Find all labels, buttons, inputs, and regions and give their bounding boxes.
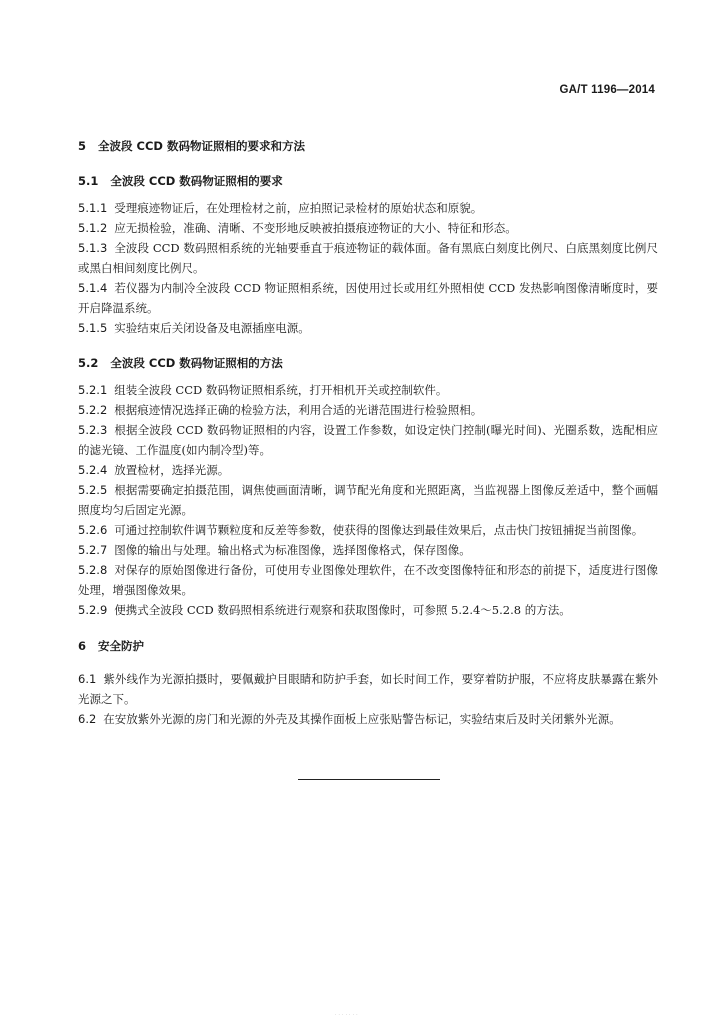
clause-number: 5.1.2: [78, 221, 108, 235]
clause-text: 应无损检验，准确、清晰、不变形地反映被拍摄痕迹物证的大小、特征和形态。: [114, 221, 517, 235]
scan-footer-mark: · · · · · · ·: [335, 1012, 359, 1017]
clause-number: 5.1.3: [78, 241, 108, 255]
clause-number: 5.2.4: [78, 463, 108, 477]
clause-5-1-1: [78, 198, 658, 218]
subsection-title: 全波段 CCD 数码物证照相的要求: [110, 174, 283, 188]
clause-list-6: [78, 669, 658, 729]
clause-5-2-7: [78, 540, 658, 560]
clause-number: 5.2.7: [78, 543, 108, 557]
clause-number: 5.2.9: [78, 603, 108, 617]
clause-text: 根据需要确定拍摄范围，调焦使画面清晰，调节配光角度和光照距离，当监视器上图像反差适中，整个画幅照度均匀后固定光源。: [78, 483, 658, 517]
clause-5-2-4: [78, 460, 658, 480]
section-number: 6: [78, 639, 87, 653]
clause-5-2-9: [78, 600, 658, 620]
section-5-heading: [78, 136, 658, 156]
clause-6-1: [78, 669, 658, 709]
clause-text: 受理痕迹物证后，在处理检材之前，应拍照记录检材的原始状态和原貌。: [114, 201, 483, 215]
clause-5-2-2: [78, 400, 658, 420]
section-title: 全波段 CCD 数码物证照相的要求和方法: [98, 139, 305, 153]
clause-number: 5.2.3: [78, 423, 108, 437]
clause-text: 紫外线作为光源拍摄时，要佩戴护目眼睛和防护手套，如长时间工作，要穿着防护服，不应将皮肤暴露在紫外光源之下。: [78, 672, 658, 706]
clause-number: 5.1.5: [78, 321, 108, 335]
subsection-5-2-heading: [78, 353, 658, 373]
clause-5-2-5: [78, 480, 658, 520]
clause-number: 5.2.6: [78, 523, 108, 537]
clause-5-2-8: [78, 560, 658, 600]
clause-text: 全波段 CCD 数码照相系统的光轴要垂直于痕迹物证的载体面。备有黑底白刻度比例尺、白底黑刻度比例尺或黑白相间刻度比例尺。: [78, 241, 658, 275]
clause-number: 5.2.8: [78, 563, 108, 577]
clause-text: 便携式全波段 CCD 数码照相系统进行观察和获取图像时，可参照 5.2.4～5.2.8 的方法。: [114, 603, 571, 617]
clause-text: 根据痕迹情况选择正确的检验方法，利用合适的光谱范围进行检验照相。: [114, 403, 483, 417]
clause-number: 5.1.4: [78, 281, 108, 295]
end-rule: [298, 779, 440, 780]
clause-text: 对保存的原始图像进行备份，可使用专业图像处理软件，在不改变图像特征和形态的前提下，适度进行图像处理，增强图像效果。: [78, 563, 658, 597]
clause-text: 组装全波段 CCD 数码物证照相系统，打开相机开关或控制软件。: [114, 383, 448, 397]
clause-number: 6.1: [78, 672, 97, 686]
clause-text: 可通过控制软件调节颗粒度和反差等参数，使获得的图像达到最佳效果后，点击快门按钮捕捉当前图像。: [114, 523, 644, 537]
clause-5-2-1: [78, 380, 658, 400]
subsection-title: 全波段 CCD 数码物证照相的方法: [110, 356, 283, 370]
clause-text: 图像的输出与处理。输出格式为标准图像，选择图像格式，保存图像。: [114, 543, 471, 557]
clause-5-1-3: [78, 238, 658, 278]
clause-list-5-2: [78, 380, 658, 620]
clause-number: 6.2: [78, 712, 97, 726]
subsection-5-1-heading: [78, 171, 658, 191]
standard-code: GA/T 1196—2014: [559, 84, 655, 96]
section-title: 安全防护: [98, 639, 145, 653]
clause-text: 实验结束后关闭设备及电源插座电源。: [114, 321, 310, 335]
clause-5-2-6: [78, 520, 658, 540]
section-number: 5: [78, 139, 87, 153]
subsection-number: 5.1: [78, 174, 99, 188]
section-6-heading: [78, 636, 658, 656]
clause-5-1-4: [78, 278, 658, 318]
clause-text: 若仪器为内制冷全波段 CCD 物证照相系统，因使用过长或用红外照相使 CCD 发热影响图像清晰度时，要开启降温系统。: [78, 281, 658, 315]
clause-text: 在安放紫外光源的房门和光源的外壳及其操作面板上应张贴警告标记，实验结束后及时关闭紫外光源。: [103, 712, 621, 726]
clause-list-5-1: [78, 198, 658, 338]
subsection-number: 5.2: [78, 356, 99, 370]
clause-text: 放置检材，选择光源。: [114, 463, 230, 477]
clause-6-2: [78, 709, 658, 729]
clause-number: 5.2.5: [78, 483, 108, 497]
clause-5-1-2: [78, 218, 658, 238]
document-body: [78, 136, 658, 729]
clause-5-2-3: [78, 420, 658, 460]
clause-number: 5.1.1: [78, 201, 108, 215]
clause-text: 根据全波段 CCD 数码物证照相的内容，设置工作参数，如设定快门控制(曝光时间)、光圈系数，选配相应的滤光镜、工作温度(如内制冷型)等。: [78, 423, 658, 457]
clause-number: 5.2.2: [78, 403, 108, 417]
clause-5-1-5: [78, 318, 658, 338]
clause-number: 5.2.1: [78, 383, 108, 397]
